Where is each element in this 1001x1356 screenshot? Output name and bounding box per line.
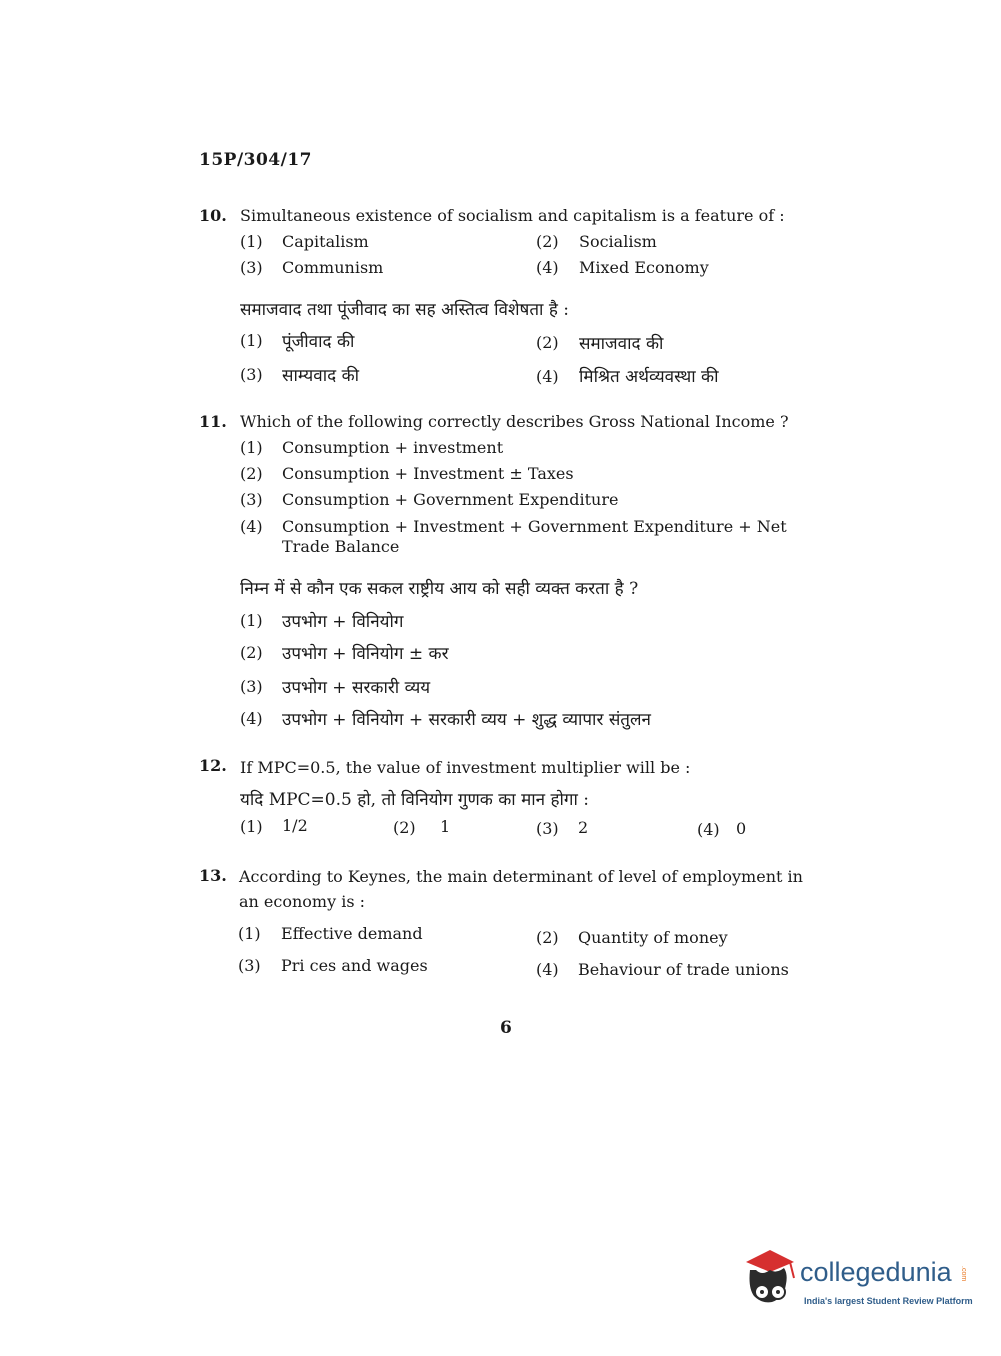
option-number: (2) — [393, 818, 416, 837]
option-text: Communism — [282, 258, 384, 277]
option-text: Behaviour of trade unions — [578, 960, 789, 979]
option-number: (1) — [238, 924, 261, 943]
option-text-hi: उपभोग + विनियोग ± कर — [282, 644, 449, 664]
option-number: (3) — [240, 490, 263, 509]
option-text: 1/2 — [282, 816, 308, 835]
option-number: (1) — [240, 331, 263, 350]
option-text: Capitalism — [282, 232, 369, 251]
option-number: (2) — [240, 464, 263, 483]
option-number: (3) — [238, 956, 261, 975]
option-number: (2) — [536, 333, 559, 352]
question-text-en: Which of the following correctly describes Gross National Income ? — [240, 412, 789, 431]
option-text: Consumption + Government Expenditure — [282, 490, 619, 509]
option-text: Consumption + Investment + Government Expenditure + Net — [282, 517, 787, 536]
option-number: (4) — [536, 960, 559, 979]
option-text-continued: Trade Balance — [282, 537, 400, 556]
option-number: (2) — [240, 643, 263, 662]
option-text-hi: मिश्रित अर्थव्यवस्था की — [579, 367, 719, 387]
option-text-hi: पूंजीवाद की — [282, 332, 355, 352]
option-number: (1) — [240, 438, 263, 457]
option-number: (3) — [536, 819, 559, 838]
option-text: Consumption + Investment ± Taxes — [282, 464, 574, 483]
question-text-en-continued: an economy is : — [239, 892, 366, 911]
question-text-hi: समाजवाद तथा पूंजीवाद का सह अस्तित्व विशेषता है : — [240, 300, 570, 320]
option-number: (2) — [536, 232, 559, 251]
watermark-suffix: .com — [960, 1266, 967, 1282]
option-text-hi: समाजवाद की — [579, 334, 664, 354]
question-number: 13. — [199, 866, 227, 885]
option-text: Consumption + investment — [282, 438, 504, 457]
option-text: 0 — [736, 819, 747, 838]
option-number: (4) — [240, 709, 263, 728]
page-number: 6 — [500, 1018, 512, 1038]
question-text-hi: निम्न में से कौन एक सकल राष्ट्रीय आय को सही व्यक्त करता है ? — [240, 579, 639, 599]
option-text: 2 — [578, 818, 589, 837]
question-number: 11. — [199, 412, 227, 431]
option-text-hi: साम्यवाद की — [282, 366, 360, 386]
option-number: (1) — [240, 817, 263, 836]
question-text-en: Simultaneous existence of socialism and capitalism is a feature of : — [240, 206, 785, 225]
question-number: 12. — [199, 756, 227, 775]
option-text: Effective demand — [281, 924, 423, 943]
option-text-hi: उपभोग + विनियोग + सरकारी व्यय + शुद्ध व्यापार संतुलन — [282, 710, 651, 730]
option-number: (1) — [240, 611, 263, 630]
question-text-en: According to Keynes, the main determinant of level of employment in — [239, 867, 803, 886]
question-text-en: If MPC=0.5, the value of investment multiplier will be : — [240, 758, 691, 777]
option-text: Quantity of money — [578, 928, 728, 947]
option-text-hi: उपभोग + सरकारी व्यय — [282, 678, 431, 698]
option-text: Pri ces and wages — [281, 956, 428, 975]
option-number: (1) — [240, 232, 263, 251]
watermark-tagline: India's largest Student Review Platform — [804, 1296, 973, 1306]
option-number: (4) — [240, 517, 263, 536]
question-number: 10. — [199, 206, 227, 225]
option-text: Socialism — [579, 232, 657, 251]
option-number: (4) — [536, 258, 559, 277]
question-text-hi: यदि MPC=0.5 हो, तो विनियोग गुणक का मान होगा : — [240, 790, 590, 810]
option-number: (3) — [240, 258, 263, 277]
option-text-hi: उपभोग + विनियोग — [282, 612, 404, 632]
option-text: 1 — [440, 817, 451, 836]
paper-code: 15P/304/17 — [199, 150, 313, 170]
option-number: (3) — [240, 365, 263, 384]
option-number: (3) — [240, 677, 263, 696]
option-text: Mixed Economy — [579, 258, 709, 277]
option-number: (4) — [697, 820, 720, 839]
watermark-name: collegedunia — [800, 1257, 952, 1287]
option-number: (2) — [536, 928, 559, 947]
option-number: (4) — [536, 367, 559, 386]
